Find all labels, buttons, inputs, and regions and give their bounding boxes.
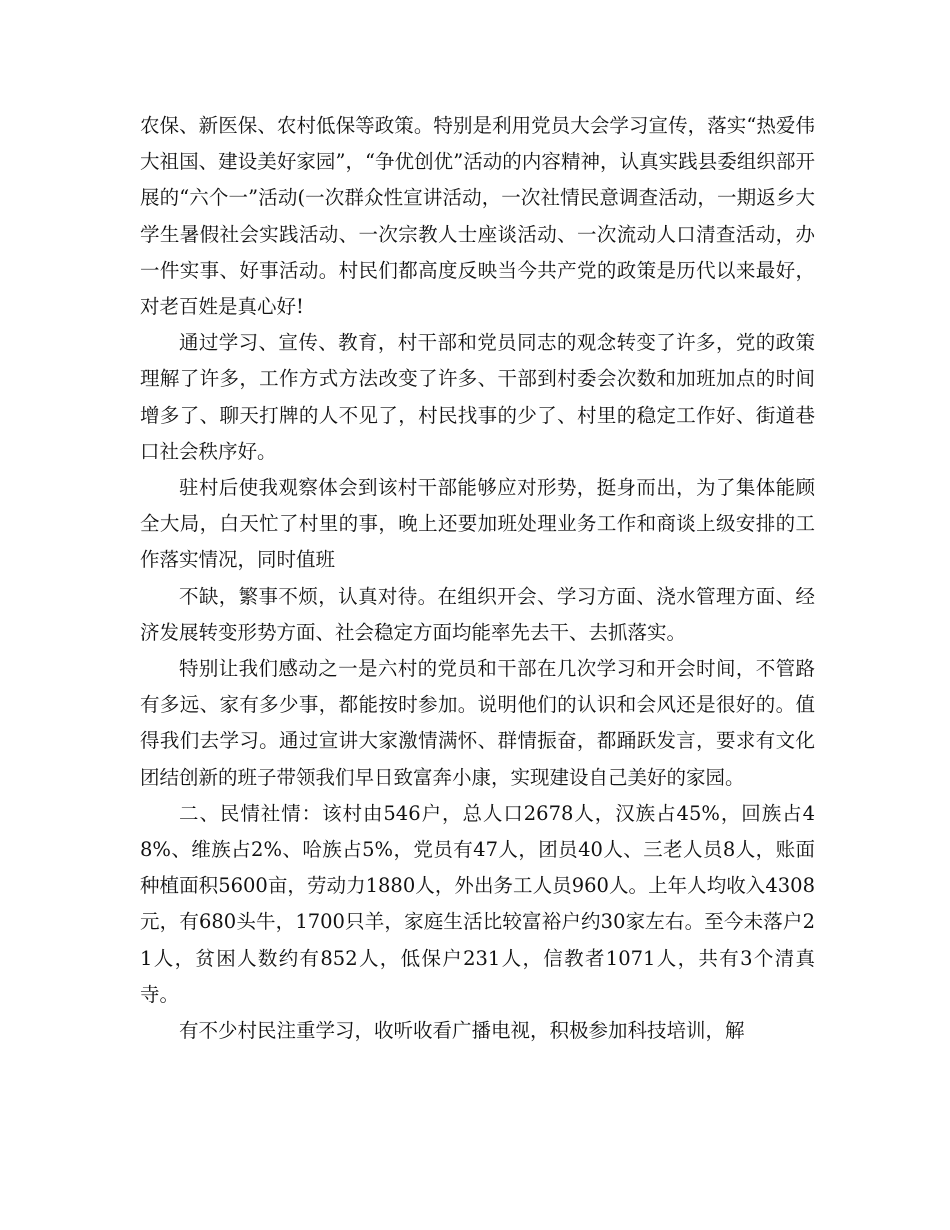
paragraph-villager-learning: 有不少村民注重学习，收听收看广播电视，积极参加科技培训，解 (179, 1019, 745, 1043)
paragraph-cadre-observation: 驻村后使我观察体会到该村干部能够应对形势，挺身而出，为了集体能顾全大局，白天忙了村里的事，晚上还要加班处理业务工作和商谈上级安排的工作落实情况，同时值班 (140, 476, 815, 572)
paragraph-party-attendance: 特别让我们感动之一是六村的党员和干部在几次学习和开会时间，不管路有多远、家有多少事，都能按时参加。说明他们的认识和会风还是很好的。值得我们去学习。通过宣讲大家激情满怀、群情振奋，都踊跃发言，要求有文化团结创新的班子带领我们早日致富奔小康，实现建设自己美好的家园。 (140, 657, 815, 789)
paragraph-cadre-duty: 不缺，繁事不烦，认真对待。在组织开会、学习方面、浇水管理方面、经济发展转变形势方面、社会稳定方面均能率先去干、去抓落实。 (140, 584, 815, 644)
paragraph-village-statistics: 二、民情社情：该村由546户，总人口2678人，汉族占45%，回族占48%、维族占2%、哈族占5%，党员有47人，团员40人、三老人员8人，账面种植面积5600亩，劳动力1880人，外出务工人员960人。上年人均收入4308元，有680头牛，1700只羊，家庭生活比较富裕户约30家左右。至今未落户21人，贫困人数约有852人，低保户231人，信教者1071人，共有3个清真寺。 (140, 801, 815, 1006)
paragraph-policy-campaign: 农保、新医保、农村低保等政策。特别是利用党员大会学习宣传，落实“热爱伟大祖国、建设美好家园”，“争优创优”活动的内容精神，认真实践县委组织部开展的“六个一”活动(一次群众性宣讲活动，一次社情民意调查活动，一期返乡大学生暑假社会实践活动、一次宗教人士座谈活动、一次流动人口清查活动，办一件实事、好事活动。村民们都高度反映当今共产党的政策是历代以来最好，对老百姓是真心好! (140, 114, 815, 319)
document-page (140, 108, 815, 1049)
paragraph-outcomes: 通过学习、宣传、教育，村干部和党员同志的观念转变了许多，党的政策理解了许多，工作方式方法改变了许多、干部到村委会次数和加班加点的时间增多了、聊天打牌的人不见了，村民找事的少了、村里的稳定工作好、街道巷口社会秩序好。 (140, 331, 815, 463)
